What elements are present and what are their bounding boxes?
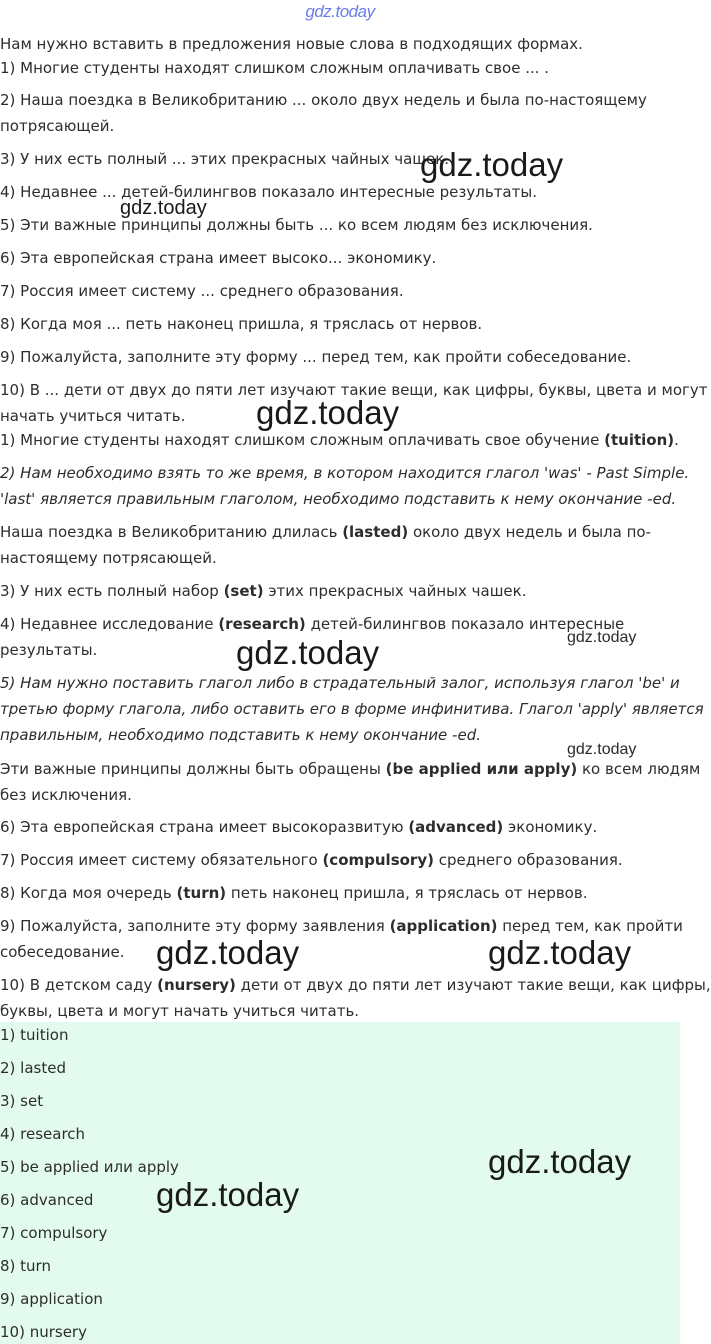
solution-line-5: Эти важные принципы должны быть обращены (be applied или apply) ко всем людям (0, 760, 701, 778)
solution-note: 'last' является правильным глаголом, необходимо подставить к нему окончание -ed. (0, 490, 677, 508)
answer-item: 8) turn (0, 1257, 51, 1275)
solution-line-8: 8) Когда моя очередь (turn) петь наконец пришла, я тряслась от нервов. (0, 884, 588, 902)
watermark: gdz.today (488, 1143, 632, 1180)
question-line: 4) Недавнее ... детей-билингвов показало интересные результаты. (0, 183, 537, 201)
question-line: начать учиться читать. (0, 407, 186, 425)
question-line: 9) Пожалуйста, заполните эту форму ... перед тем, как пройти собеседование. (0, 348, 632, 366)
watermark: gdz.today (156, 1176, 300, 1213)
solution-note: третью форму глагола, либо оставить его в форме инфинитива. Глагол 'apply' является (0, 700, 704, 718)
answer-item: 1) tuition (0, 1026, 69, 1044)
answer-item: 4) research (0, 1125, 86, 1143)
solution-line-4: 4) Недавнее исследование (research) детей-билингвов показало интересные (0, 615, 625, 633)
question-line: 6) Эта европейская страна имеет высоко... экономику. (0, 249, 437, 267)
solution-line-10: 10) В детском саду (nursery) дети от двух до пяти лет изучают такие вещи, как цифры, (0, 976, 711, 994)
watermark: gdz.today (420, 146, 564, 183)
instruction-text: Нам нужно вставить в предложения новые слова в подходящих формах. (0, 35, 583, 53)
solution-note: 5) Нам нужно поставить глагол либо в страдательный залог, используя глагол 'be' и (0, 674, 680, 692)
question-line: 5) Эти важные принципы должны быть ... ко всем людям без исключения. (0, 216, 593, 234)
solution-line-2-cont: настоящему потрясающей. (0, 549, 217, 567)
answers-box (0, 1022, 680, 1344)
solution-line-5-cont: без исключения. (0, 786, 132, 804)
answer-item: 2) lasted (0, 1059, 66, 1077)
answer-item: 5) be applied или apply (0, 1158, 179, 1176)
solution-line-4-cont: результаты. (0, 641, 98, 659)
question-line: 1) Многие студенты находят слишком сложным оплачивать свое ... . (0, 59, 550, 77)
watermark: gdz.today (567, 741, 637, 758)
question-line: потрясающей. (0, 117, 115, 135)
watermark: gdz.today (256, 394, 400, 431)
watermark: gdz.today (567, 629, 637, 646)
solution-line-10-cont: буквы, цвета и могут начать учиться читать. (0, 1002, 360, 1020)
watermark: gdz.today (488, 934, 632, 971)
answer-item: 7) compulsory (0, 1224, 108, 1242)
solution-line-2: Наша поездка в Великобританию длилась (lasted) около двух недель и была по- (0, 523, 652, 541)
solution-line-6: 6) Эта европейская страна имеет высокоразвитую (advanced) экономику. (0, 818, 598, 836)
question-line: 10) В ... дети от двух до пяти лет изучают такие вещи, как цифры, буквы, цвета и могут (0, 381, 708, 399)
watermark: gdz.today (236, 634, 380, 671)
answer-item: 10) nursery (0, 1323, 87, 1341)
solution-line-7: 7) Россия имеет систему обязательного (compulsory) среднего образования. (0, 851, 623, 869)
solution-line-9-cont: собеседование. (0, 943, 125, 961)
watermark: gdz.today (120, 197, 207, 219)
answer-item: 6) advanced (0, 1191, 94, 1209)
site-logo[interactable]: gdz.today (305, 2, 375, 21)
question-line: 8) Когда моя ... петь наконец пришла, я тряслась от нервов. (0, 315, 483, 333)
question-line: 3) У них есть полный ... этих прекрасных чайных чашек. (0, 150, 450, 168)
solution-note: правильным, необходимо подставить к нему окончание -ed. (0, 726, 481, 744)
question-line: 7) Россия имеет систему ... среднего образования. (0, 282, 404, 300)
watermark: gdz.today (156, 934, 300, 971)
solution-line-1: 1) Многие студенты находят слишком сложным оплачивать свое обучение (tuition). (0, 431, 679, 449)
answer-item: 9) application (0, 1290, 103, 1308)
solution-line-9: 9) Пожалуйста, заполните эту форму заявления (application) перед тем, как пройти (0, 917, 683, 935)
solution-note: 2) Нам необходимо взять то же время, в котором находится глагол 'was' - Past Simple. (0, 464, 690, 482)
answer-item: 3) set (0, 1092, 44, 1110)
question-line: 2) Наша поездка в Великобританию ... около двух недель и была по-настоящему (0, 91, 647, 109)
solution-line-3: 3) У них есть полный набор (set) этих прекрасных чайных чашек. (0, 582, 527, 600)
